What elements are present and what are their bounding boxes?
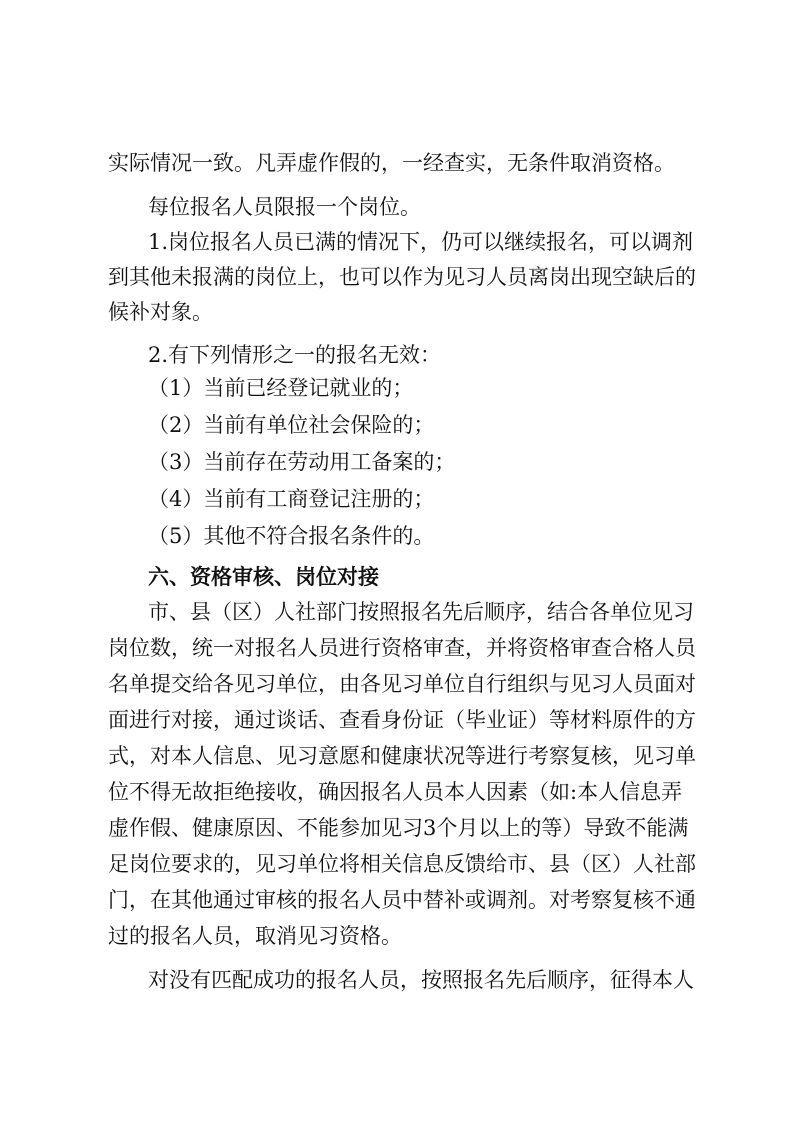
body-line: 过的报名人员，取消见习资格。: [108, 924, 402, 948]
body-paragraph: 每位报名人员限报一个岗位。: [148, 195, 421, 219]
body-line: 岗位数，统一对报名人员进行资格审查，并将资格审查合格人员: [108, 636, 696, 660]
body-line: 面进行对接，通过谈话、查看身份证（毕业证）等材料原件的方: [108, 708, 696, 732]
body-line: 虚作假、健康原因、不能参加见习3个月以上的等）导致不能满: [108, 816, 689, 840]
body-line: 门，在其他通过审核的报名人员中替补或调剂。对考察复核不通: [108, 888, 696, 912]
sub-item: （4）当前有工商登记注册的；: [148, 487, 435, 511]
sub-item: （5）其他不符合报名条件的。: [148, 524, 435, 548]
sub-item: （2）当前有单位社会保险的；: [148, 413, 435, 437]
section-heading: 六、资格审核、岗位对接: [148, 565, 379, 589]
body-line: 足岗位要求的，见习单位将相关信息反馈给市、县（区）人社部: [108, 852, 696, 876]
body-line: 候补对象。: [108, 300, 213, 324]
body-line: 位不得无故拒绝接收，确因报名人员本人因素（如:本人信息弄: [108, 780, 683, 804]
body-paragraph: 对没有匹配成功的报名人员，按照报名先后顺序，征得本人: [148, 968, 694, 992]
sub-item: （1）当前已经登记就业的；: [148, 376, 414, 400]
body-line: 实际情况一致。凡弄虚作假的，一经查实，无条件取消资格。: [108, 151, 675, 175]
body-line: 式，对本人信息、见习意愿和健康状况等进行考察复核，见习单: [108, 744, 696, 768]
list-item-1: 1.岗位报名人员已满的情况下，仍可以继续报名，可以调剂: [148, 230, 694, 254]
body-line: 名单提交给各见习单位，由各见习单位自行组织与见习人员面对: [108, 672, 696, 696]
body-line: 到其他未报满的岗位上，也可以作为见习人员离岗出现空缺后的: [108, 265, 696, 289]
sub-item: （3）当前存在劳动用工备案的；: [148, 450, 456, 474]
body-paragraph: 市、县（区）人社部门按照报名先后顺序，结合各单位见习: [148, 600, 694, 624]
list-item-2: 2.有下列情形之一的报名无效：: [148, 343, 442, 367]
